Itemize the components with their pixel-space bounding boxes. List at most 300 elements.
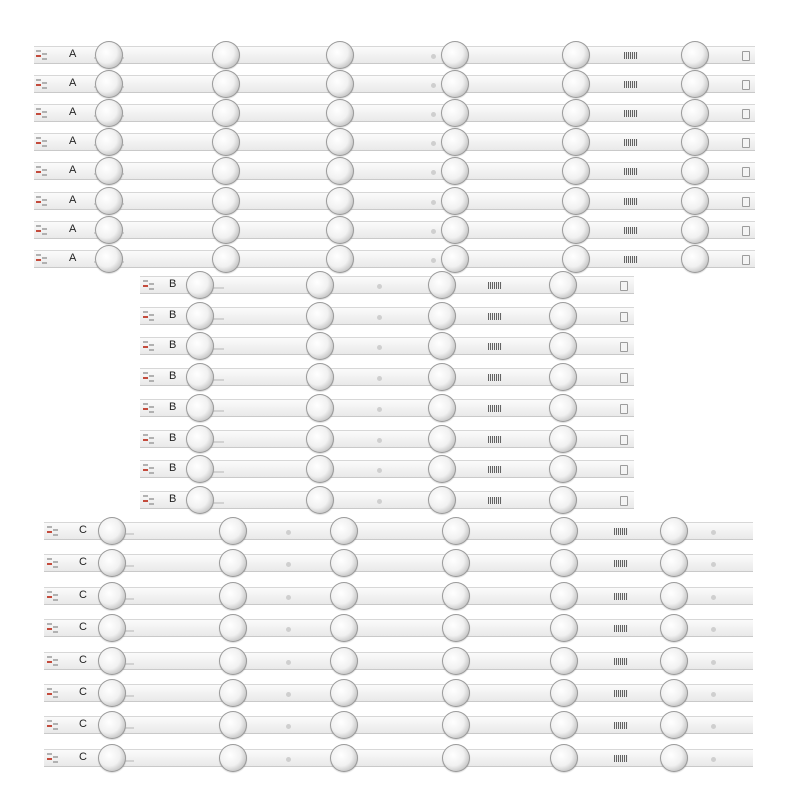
connector-pin <box>149 503 154 505</box>
led-lens <box>330 647 358 675</box>
led-lens <box>330 679 358 707</box>
end-connector <box>620 281 628 291</box>
mounting-hole <box>286 627 291 632</box>
led-lens <box>549 486 577 514</box>
led-lens <box>441 70 469 98</box>
led-lens <box>306 394 334 422</box>
connector-pin <box>36 230 41 232</box>
qr-marking <box>614 658 628 665</box>
connector-pin <box>47 558 52 560</box>
connector-pins <box>143 495 159 505</box>
led-lens <box>95 245 123 273</box>
led-lens <box>330 549 358 577</box>
connector-pin <box>53 761 58 763</box>
led-strip-c <box>44 619 753 637</box>
connector-pin <box>47 526 52 528</box>
led-lens <box>442 549 470 577</box>
connector-pin <box>53 631 58 633</box>
strip-type-label: B <box>169 401 177 413</box>
led-lens <box>550 711 578 739</box>
led-lens <box>549 455 577 483</box>
led-lens <box>550 582 578 610</box>
mounting-hole <box>286 562 291 567</box>
connector-pin <box>149 288 154 290</box>
strip-type-label: B <box>169 309 177 321</box>
connector-pin <box>143 341 148 343</box>
strip-type-label: A <box>69 194 77 206</box>
connector-pin <box>47 628 52 630</box>
qr-marking <box>624 227 638 234</box>
connector-pin <box>149 472 154 474</box>
connector-pin <box>47 725 52 727</box>
led-lens <box>326 216 354 244</box>
connector-pin <box>149 314 154 316</box>
led-lens <box>326 41 354 69</box>
connector-pin <box>47 661 52 663</box>
led-lens <box>562 216 590 244</box>
connector-pin <box>36 254 41 256</box>
mounting-hole <box>431 112 436 117</box>
connector-pin <box>149 411 154 413</box>
led-lens <box>562 99 590 127</box>
strip-type-label: A <box>69 106 77 118</box>
strip-type-label: C <box>79 654 87 666</box>
led-strip-c <box>44 554 753 572</box>
led-lens <box>330 582 358 610</box>
qr-marking <box>488 374 502 381</box>
led-lens <box>306 271 334 299</box>
connector-pin <box>149 498 154 500</box>
strip-type-label: B <box>169 370 177 382</box>
led-lens <box>550 614 578 642</box>
led-lens <box>428 271 456 299</box>
led-lens <box>95 128 123 156</box>
qr-marking <box>488 282 502 289</box>
mounting-hole <box>431 83 436 88</box>
connector-pin <box>149 380 154 382</box>
led-lens <box>428 332 456 360</box>
connector-pins <box>36 108 52 118</box>
end-connector <box>742 197 750 207</box>
led-lens <box>442 647 470 675</box>
led-lens <box>549 425 577 453</box>
led-lens <box>681 245 709 273</box>
led-lens <box>98 549 126 577</box>
qr-marking <box>624 52 638 59</box>
connector-pin <box>53 723 58 725</box>
connector-pin <box>143 377 148 379</box>
connector-pins <box>143 280 159 290</box>
led-lens <box>95 216 123 244</box>
led-lens <box>326 70 354 98</box>
led-lens <box>95 99 123 127</box>
mounting-hole <box>711 724 716 729</box>
connector-pin <box>42 111 47 113</box>
led-lens <box>326 128 354 156</box>
led-strip-a <box>34 221 755 239</box>
mounting-hole <box>377 284 382 289</box>
strip-type-label: B <box>169 339 177 351</box>
connector-pin <box>143 495 148 497</box>
connector-pin <box>47 656 52 658</box>
led-strip-a <box>34 46 755 64</box>
connector-pin <box>42 145 47 147</box>
led-lens <box>428 425 456 453</box>
connector-pin <box>53 728 58 730</box>
led-lens <box>306 332 334 360</box>
end-connector <box>620 465 628 475</box>
qr-marking <box>614 690 628 697</box>
qr-marking <box>624 81 638 88</box>
led-lens <box>442 517 470 545</box>
led-lens <box>660 582 688 610</box>
mounting-hole <box>377 438 382 443</box>
connector-pin <box>143 469 148 471</box>
led-lens <box>549 363 577 391</box>
led-lens <box>660 744 688 772</box>
connector-pin <box>42 233 47 235</box>
led-lens <box>306 425 334 453</box>
led-lens <box>98 582 126 610</box>
connector-pin <box>53 594 58 596</box>
led-lens <box>219 679 247 707</box>
connector-pin <box>36 196 41 198</box>
led-strip-b <box>140 307 634 325</box>
led-strip-a <box>34 75 755 93</box>
connector-pins <box>47 591 63 601</box>
led-lens <box>442 614 470 642</box>
led-lens <box>660 517 688 545</box>
led-lens <box>549 332 577 360</box>
led-lens <box>219 647 247 675</box>
strip-type-label: A <box>69 252 77 264</box>
strip-type-label: A <box>69 164 77 176</box>
connector-pin <box>149 344 154 346</box>
led-lens <box>562 245 590 273</box>
connector-pin <box>53 756 58 758</box>
connector-pin <box>47 758 52 760</box>
connector-pin <box>36 113 41 115</box>
led-lens <box>442 744 470 772</box>
connector-pin <box>36 166 41 168</box>
connector-pin <box>143 500 148 502</box>
mounting-hole <box>377 499 382 504</box>
connector-pins <box>47 656 63 666</box>
connector-pins <box>47 720 63 730</box>
connector-pin <box>149 319 154 321</box>
qr-marking <box>624 110 638 117</box>
connector-pin <box>53 529 58 531</box>
connector-pin <box>143 316 148 318</box>
led-lens <box>306 302 334 330</box>
led-strip-b <box>140 399 634 417</box>
end-connector <box>742 167 750 177</box>
led-lens <box>212 41 240 69</box>
connector-pin <box>53 626 58 628</box>
led-lens <box>95 41 123 69</box>
connector-pins <box>143 311 159 321</box>
strip-type-label: A <box>69 135 77 147</box>
led-lens <box>681 128 709 156</box>
connector-pin <box>143 311 148 313</box>
qr-marking <box>624 198 638 205</box>
led-lens <box>219 517 247 545</box>
connector-pin <box>53 664 58 666</box>
led-lens <box>681 157 709 185</box>
connector-pin <box>149 375 154 377</box>
led-strip-c <box>44 652 753 670</box>
led-lens <box>562 41 590 69</box>
led-lens <box>219 614 247 642</box>
connector-pin <box>149 437 154 439</box>
led-lens <box>562 187 590 215</box>
connector-pins <box>36 196 52 206</box>
connector-pins <box>47 623 63 633</box>
led-lens <box>212 187 240 215</box>
mounting-hole <box>431 258 436 263</box>
mounting-hole <box>711 595 716 600</box>
led-lens <box>306 455 334 483</box>
led-lens <box>550 744 578 772</box>
led-lens <box>428 302 456 330</box>
led-strip-c <box>44 716 753 734</box>
led-strip-b <box>140 337 634 355</box>
mounting-hole <box>431 229 436 234</box>
led-lens <box>186 271 214 299</box>
led-lens <box>326 187 354 215</box>
strip-type-label: B <box>169 462 177 474</box>
connector-pin <box>42 174 47 176</box>
led-lens <box>549 394 577 422</box>
led-lens <box>98 744 126 772</box>
led-lens <box>95 157 123 185</box>
connector-pin <box>149 349 154 351</box>
led-lens <box>428 394 456 422</box>
led-lens <box>428 363 456 391</box>
qr-marking <box>614 722 628 729</box>
connector-pin <box>53 534 58 536</box>
qr-marking <box>614 625 628 632</box>
connector-pin <box>42 87 47 89</box>
strip-type-label: C <box>79 718 87 730</box>
mounting-hole <box>711 530 716 535</box>
mounting-hole <box>286 660 291 665</box>
connector-pin <box>36 55 41 57</box>
mounting-hole <box>431 200 436 205</box>
led-lens <box>212 70 240 98</box>
led-lens <box>186 363 214 391</box>
connector-pin <box>42 169 47 171</box>
led-lens <box>441 99 469 127</box>
led-lens <box>441 216 469 244</box>
led-lens <box>428 455 456 483</box>
led-lens <box>306 486 334 514</box>
connector-pin <box>143 346 148 348</box>
led-lens <box>442 679 470 707</box>
mounting-hole <box>711 562 716 567</box>
led-lens <box>660 679 688 707</box>
connector-pin <box>47 688 52 690</box>
connector-pin <box>53 691 58 693</box>
mounting-hole <box>711 757 716 762</box>
strip-type-label: C <box>79 589 87 601</box>
led-lens <box>562 157 590 185</box>
connector-pin <box>42 257 47 259</box>
led-lens <box>219 582 247 610</box>
led-lens <box>186 394 214 422</box>
led-lens <box>660 711 688 739</box>
connector-pins <box>143 372 159 382</box>
led-lens <box>186 332 214 360</box>
connector-pins <box>143 434 159 444</box>
strip-type-label: A <box>69 77 77 89</box>
end-connector <box>742 255 750 265</box>
connector-pin <box>42 116 47 118</box>
led-lens <box>186 486 214 514</box>
connector-pin <box>53 659 58 661</box>
led-lens <box>98 679 126 707</box>
led-lens <box>441 187 469 215</box>
strip-type-label: C <box>79 524 87 536</box>
led-lens <box>681 99 709 127</box>
connector-pin <box>149 442 154 444</box>
connector-pin <box>143 464 148 466</box>
qr-marking <box>614 560 628 567</box>
led-lens <box>326 245 354 273</box>
led-lens <box>212 99 240 127</box>
strip-type-label: C <box>79 556 87 568</box>
connector-pins <box>36 50 52 60</box>
led-lens <box>550 517 578 545</box>
connector-pins <box>143 341 159 351</box>
led-strip-a <box>34 104 755 122</box>
led-lens <box>550 679 578 707</box>
connector-pin <box>149 406 154 408</box>
mounting-hole <box>286 530 291 535</box>
led-lens <box>441 245 469 273</box>
connector-pins <box>36 254 52 264</box>
led-lens <box>219 744 247 772</box>
connector-pin <box>149 467 154 469</box>
strip-type-label: A <box>69 223 77 235</box>
led-lens <box>95 187 123 215</box>
qr-marking <box>624 168 638 175</box>
connector-pin <box>36 201 41 203</box>
led-strip-a <box>34 250 755 268</box>
qr-marking <box>624 139 638 146</box>
led-lens <box>681 216 709 244</box>
connector-pins <box>143 403 159 413</box>
led-lens <box>95 70 123 98</box>
mounting-hole <box>377 345 382 350</box>
led-lens <box>549 302 577 330</box>
connector-pin <box>42 204 47 206</box>
strip-type-label: B <box>169 432 177 444</box>
mounting-hole <box>431 141 436 146</box>
connector-pin <box>47 693 52 695</box>
connector-pin <box>42 82 47 84</box>
connector-pin <box>143 434 148 436</box>
end-connector <box>742 109 750 119</box>
led-lens <box>186 425 214 453</box>
qr-marking <box>614 755 628 762</box>
connector-pin <box>47 753 52 755</box>
connector-pin <box>36 137 41 139</box>
qr-marking <box>614 528 628 535</box>
connector-pin <box>47 720 52 722</box>
led-strip-c <box>44 684 753 702</box>
connector-pin <box>53 561 58 563</box>
strip-type-label: A <box>69 48 77 60</box>
connector-pin <box>149 283 154 285</box>
connector-pin <box>53 696 58 698</box>
connector-pin <box>143 439 148 441</box>
led-strip-b <box>140 368 634 386</box>
led-strip-b <box>140 460 634 478</box>
connector-pin <box>36 142 41 144</box>
led-strip-a <box>34 192 755 210</box>
mounting-hole <box>431 170 436 175</box>
connector-pin <box>36 225 41 227</box>
mounting-hole <box>286 724 291 729</box>
led-lens <box>562 70 590 98</box>
led-lens <box>660 549 688 577</box>
led-lens <box>681 70 709 98</box>
mounting-hole <box>286 595 291 600</box>
connector-pins <box>47 558 63 568</box>
led-strip-c <box>44 522 753 540</box>
connector-pin <box>47 531 52 533</box>
connector-pins <box>36 166 52 176</box>
connector-pin <box>36 79 41 81</box>
connector-pin <box>36 50 41 52</box>
connector-pins <box>36 225 52 235</box>
led-lens <box>549 271 577 299</box>
mounting-hole <box>711 692 716 697</box>
led-lens <box>212 157 240 185</box>
mounting-hole <box>377 407 382 412</box>
led-lens <box>98 614 126 642</box>
connector-pins <box>47 688 63 698</box>
led-lens <box>681 187 709 215</box>
connector-pin <box>53 599 58 601</box>
led-lens <box>98 711 126 739</box>
led-lens <box>550 647 578 675</box>
qr-marking <box>488 497 502 504</box>
connector-pin <box>143 403 148 405</box>
qr-marking <box>614 593 628 600</box>
end-connector <box>620 496 628 506</box>
connector-pin <box>42 199 47 201</box>
connector-pin <box>143 280 148 282</box>
led-lens <box>441 128 469 156</box>
end-connector <box>742 80 750 90</box>
connector-pin <box>53 566 58 568</box>
mounting-hole <box>286 692 291 697</box>
connector-pins <box>36 137 52 147</box>
end-connector <box>620 404 628 414</box>
qr-marking <box>488 405 502 412</box>
strip-type-label: C <box>79 621 87 633</box>
connector-pin <box>42 262 47 264</box>
mounting-hole <box>377 376 382 381</box>
led-strip-b <box>140 491 634 509</box>
led-lens <box>186 302 214 330</box>
connector-pin <box>47 596 52 598</box>
end-connector <box>620 312 628 322</box>
strip-type-label: C <box>79 751 87 763</box>
mounting-hole <box>377 468 382 473</box>
